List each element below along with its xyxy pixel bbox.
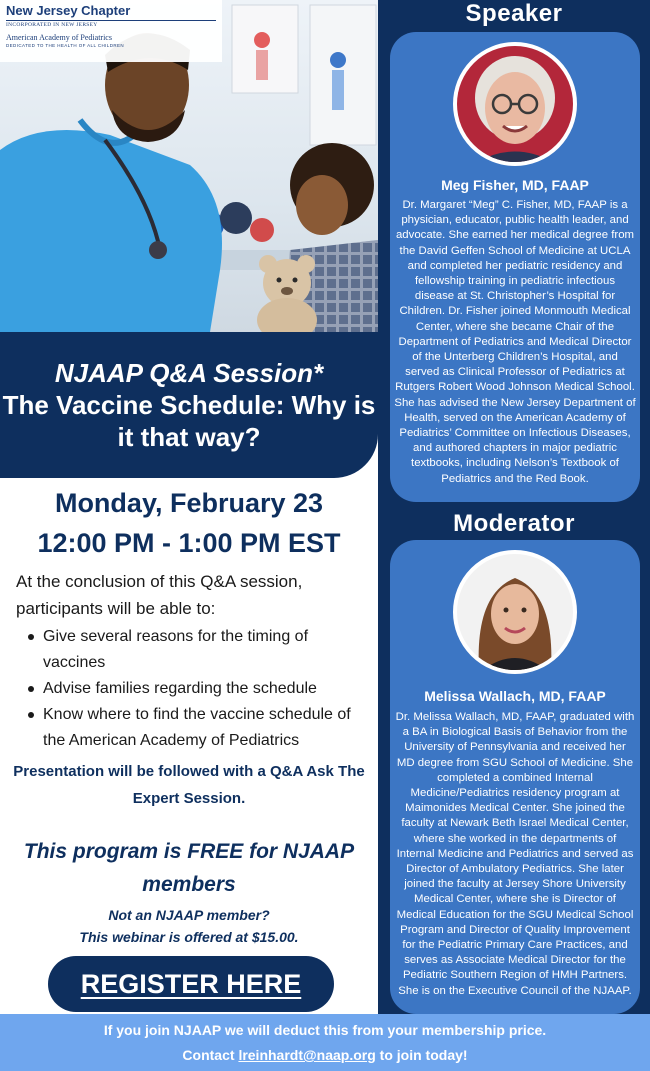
- nonmember-pricing: [0, 904, 378, 948]
- nonmember-price: This webinar is offered at $15.00.: [79, 929, 299, 945]
- njaap-logo: [0, 0, 222, 62]
- speaker-heading: Speaker: [465, 0, 563, 27]
- free-for-members: This program is FREE for NJAAP members: [23, 840, 355, 896]
- speaker-avatar: [453, 42, 577, 166]
- objective-item: Know where to find the vaccine schedule of the American Academy of Pediatrics: [28, 702, 368, 754]
- event-time: 12:00 PM - 1:00 PM EST: [37, 528, 341, 558]
- objectives-intro: At the conclusion of this Q&A session, participants will be able to:: [16, 572, 303, 618]
- footer-contact-suffix: to join today!: [379, 1047, 468, 1063]
- speaker-bio: Dr. Margaret “Meg” C. Fisher, MD, FAAP is a physician, educator, public health leader, and advocate. She earned her medical degree from the David Geffen School of Medicine at UCLA and completed her pediatric residency and fellowship training in pediatric infectious disease at St. Christopher’s Hospital for Children. Dr. Fisher joined Monmouth Medical Center, where she became Chair of the Department of Pediatrics and Medical Director of the Unterberg Children’s Hospital, and served as Clinical Professor of Pediatrics at Rutgers Robert Wood Johnson Medical School. She has advised the New Jersey Department of Health, served on the American Academy of Pediatrics’ Committee on Infectious Diseases, and authored chapters in major pediatric textbooks, including Nelson’s Textbook of Pediatrics and the Red Book.: [394, 199, 636, 485]
- moderator-portrait-icon: [457, 554, 573, 670]
- speaker-name: Meg Fisher, MD, FAAP: [441, 177, 589, 193]
- title-banner: [0, 332, 378, 478]
- session-title: The Vaccine Schedule: Why is it that way?: [2, 390, 376, 452]
- moderator-name: Melissa Wallach, MD, FAAP: [424, 688, 606, 704]
- footer-contact-line: [0, 1043, 650, 1068]
- followup-note: Presentation will be followed with a Q&A Ask The Expert Session.: [13, 763, 365, 807]
- logo-incorporated: INCORPORATED IN NEW JERSEY: [6, 20, 216, 28]
- objectives-list: [28, 624, 368, 754]
- nonmember-question: Not an NJAAP member?: [108, 907, 270, 923]
- logo-chapter: New Jersey Chapter: [6, 3, 131, 18]
- speaker-card: [390, 32, 640, 502]
- logo-dedication: DEDICATED TO THE HEALTH OF ALL CHILDREN: [6, 43, 125, 48]
- membership-footer: [0, 1014, 650, 1071]
- hero-photo: [0, 0, 378, 332]
- moderator-bio: Dr. Melissa Wallach, MD, FAAP, graduated with a BA in Biological Basis of Behavior from the University of Pennsylvania and received her MD degree from SGU School of Medicine. She completed a combined Internal Medicine/Pediatrics residency program at Maimonides Medical Center. She joined the faculty at Newark Beth Israel Medical Center, where she worked in the departments of Internal Medicine and Pediatrics and served as Director of Ambulatory Pediatrics. She later joined the faculty at Jersey Shore University Medical Center, where she is Director of Medical Education for the SGU Medical School Program and Director of Quality Improvement for the Pediatric Primary Care Practices, and serves as Associate Medical Director for the Pediatric Southern Region of HMH Partners. She is on the Executive Council of the NJAAP.: [395, 711, 635, 997]
- presenters-column: [378, 0, 650, 1014]
- footer-deduction-note: If you join NJAAP we will deduct this from your membership price.: [103, 1022, 547, 1038]
- register-button[interactable]: REGISTER HERE: [48, 956, 334, 1012]
- moderator-heading: Moderator: [453, 510, 575, 537]
- footer-contact-prefix: Contact: [182, 1047, 235, 1063]
- contact-email-link[interactable]: lreinhardt@naap.org: [238, 1047, 376, 1063]
- session-label: NJAAP Q&A Session*: [54, 358, 324, 388]
- moderator-card: [390, 540, 640, 1014]
- objective-item: Advise families regarding the schedule: [28, 676, 368, 702]
- moderator-avatar: [453, 550, 577, 674]
- event-date: Monday, February 23: [54, 488, 324, 518]
- speaker-portrait-icon: [457, 46, 573, 162]
- objective-item: Give several reasons for the timing of vaccines: [28, 624, 368, 676]
- logo-organization: American Academy of Pediatrics: [6, 33, 112, 42]
